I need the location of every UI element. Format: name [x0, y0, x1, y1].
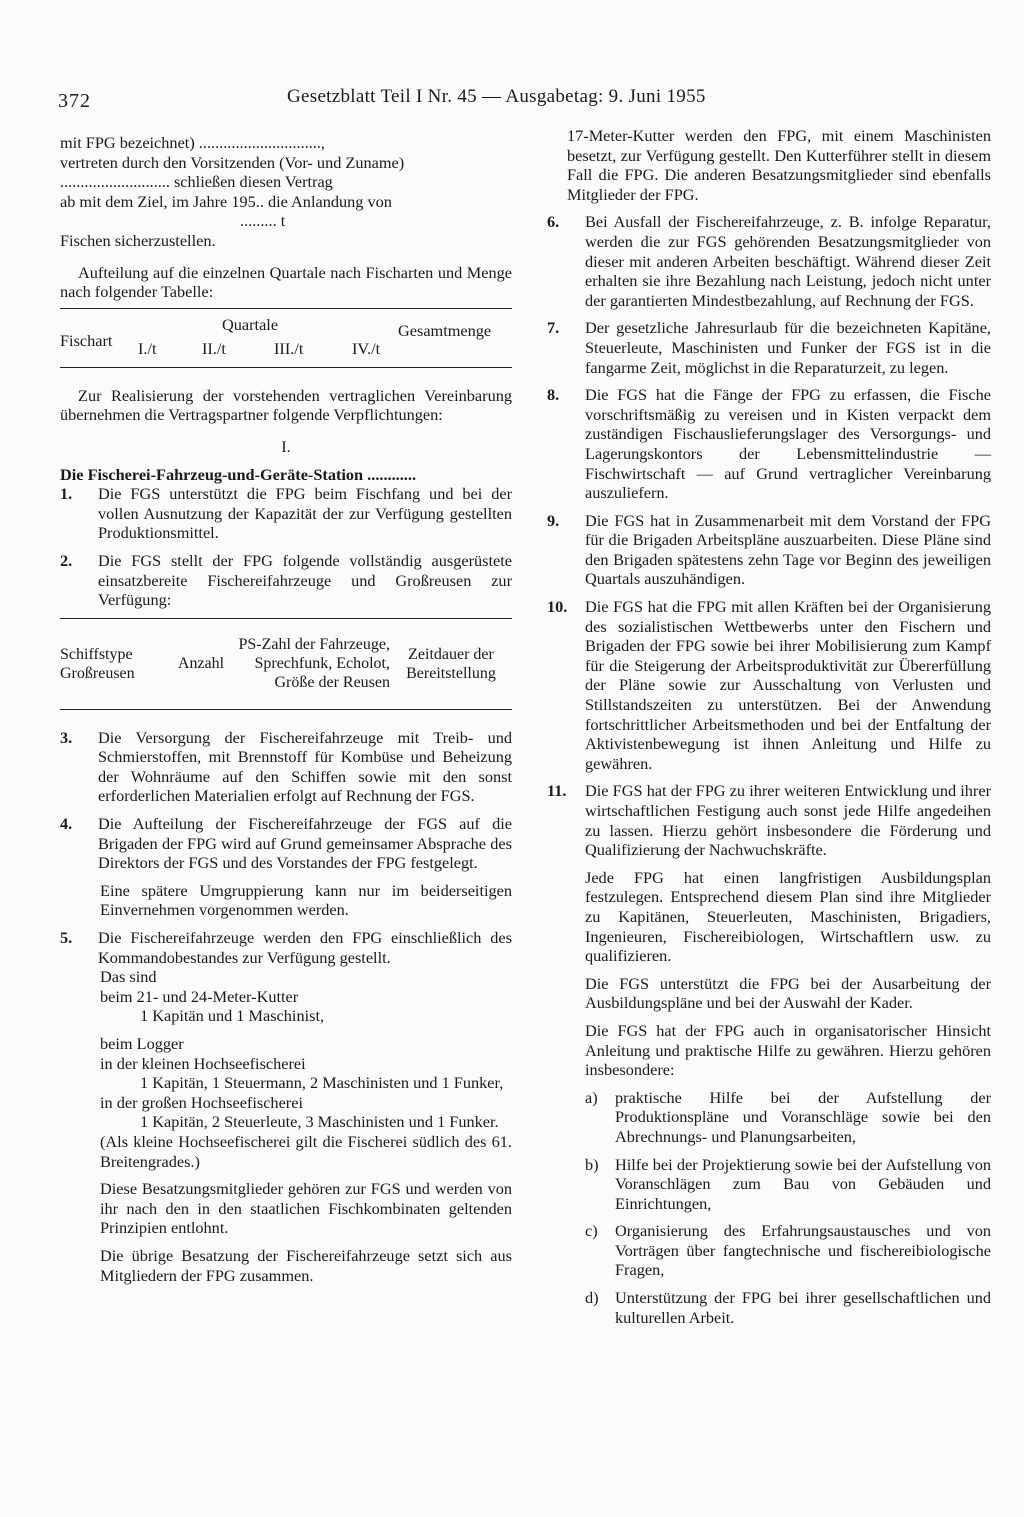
col-anzahl: Anzahl	[177, 655, 225, 673]
section-number: I.	[281, 436, 291, 456]
sub-item-letter: d)	[585, 1288, 599, 1308]
item-text: Die FGS hat in Zusammenarbeit mit dem Vorstand der FPG für die Brigaden Arbeitspläne auszuarbeiten. Diese Pläne sind den Brigaden spätestens zehn Tage vor Beginn des jeweiligen Quartals auszuhändigen.	[585, 510, 991, 589]
intro-line: Fischen sicherzustellen.	[60, 230, 216, 250]
col-q2: II./t	[202, 338, 226, 358]
list-item	[547, 318, 991, 377]
col-zeitdauer: Zeitdauer der Bereitstellung	[406, 645, 496, 682]
list-item	[60, 814, 512, 873]
intro-line: vertreten durch den Vorsitzenden (Vor- und Zuname)	[60, 152, 405, 172]
item-line: beim 21- und 24-Meter-Kutter	[100, 986, 299, 1006]
list-item	[547, 781, 991, 859]
sub-item-letter: c)	[585, 1221, 598, 1241]
intro-line: ........................... schließen diesen Vertrag	[60, 172, 333, 192]
col-ps-zahl: PS-Zahl der Fahrzeuge, Sprechfunk, Echolot, Größe der Reusen	[238, 636, 390, 692]
item-line: in der großen Hochseefischerei	[100, 1092, 303, 1112]
list-item	[547, 212, 991, 310]
item-number: 3.	[60, 727, 73, 747]
item-paragraph: Eine spätere Umgruppierung kann nur im beiderseitigen Einvernehmen vorgenommen werden.	[100, 880, 512, 920]
table-rule	[60, 618, 512, 619]
list-item	[60, 484, 512, 543]
item-text: Die FGS hat die FPG mit allen Kräften bei der Organisierung des sozialistischen Wettbewerbs unter den Fischern und Brigaden der FPG sowie bei ihrer Mobilisierung zum Kampf für die Steigerung der Arbeitsproduktivität zur Übererfüllung der Pläne sowie zur Ausschaltung von Verlusten und Stillstandszeiten zu unterstützen. Bei der Anwendung fortschrittlicher Arbeitsmethoden und bei der Entfaltung der Aktivistenbewegung ist ihnen Anleitung und Hilfe zu gewähren.	[585, 597, 991, 773]
list-item	[60, 728, 512, 806]
item-number: 8.	[547, 385, 560, 405]
intro-line: ......... t	[240, 211, 286, 231]
page-number: 372	[58, 90, 91, 112]
sub-list-item	[585, 1155, 991, 1214]
section-title: Die Fischerei-Fahrzeug-und-Geräte-Station ............	[60, 464, 417, 484]
list-item	[60, 551, 512, 610]
item-paragraph: Diese Besatzungsmitglieder gehören zur FGS und werden von ihr nach den in den staatlichen Fischkombinaten geltenden Prinzipien entlohnt.	[100, 1179, 512, 1238]
intro-line: mit FPG bezeichnet) ..............................,	[60, 133, 325, 152]
item-text: Die Fischereifahrzeuge werden den FPG einschließlich des Kommandobestandes zur Verfügung gestellt.	[98, 928, 512, 967]
item-line: in der kleinen Hochseefischerei	[100, 1053, 306, 1073]
item-line: 1 Kapitän und 1 Maschinist,	[140, 1006, 325, 1026]
item-note: (Als kleine Hochseefischerei gilt die Fischerei südlich des 61. Breitengrades.)	[100, 1131, 512, 1171]
item-line: 1 Kapitän, 2 Steuerleute, 3 Maschinisten und 1 Funker.	[140, 1112, 499, 1132]
sub-item-text: praktische Hilfe bei der Aufstellung der Produktionspläne und Voranschläge sowie bei den Abrechnungs- und Planungsarbeiten,	[615, 1087, 991, 1146]
item-line: Das sind	[100, 967, 157, 987]
table-rule	[60, 709, 512, 710]
item-number: 9.	[547, 510, 560, 530]
ausstattung-table-header	[60, 625, 512, 703]
item-number: 10.	[547, 597, 568, 617]
list-item	[547, 385, 991, 503]
item-number: 6.	[547, 212, 560, 232]
item-text: Die FGS hat die Fänge der FPG zu erfassen, die Fische vorschriftsmäßig zu vereisen und in Kisten verpackt dem zuständigen Fischauslieferungslager des Versorgungs- und Lagerungskontors der Lebensmittelindustrie — Fischwirtschaft — auf Grund vertraglicher Vereinbarung auszuliefern.	[585, 385, 991, 503]
list-item	[547, 511, 991, 589]
col-q4: IV./t	[352, 338, 381, 358]
item-number: 1.	[60, 484, 73, 504]
table-rule	[60, 367, 512, 368]
item-paragraph: Jede FPG hat einen langfristigen Ausbildungsplan festzulegen. Entsprechend diesem Plan sind ihre Mitglieder zu Kapitänen, Steuerleuten, Maschinisten, Brigadiers, Ingenieuren, Fischereibiologen, Wirtschaftlern usw. zu qualifizieren.	[585, 867, 991, 966]
item-text: Bei Ausfall der Fischereifahrzeuge, z. B. infolge Reparatur, werden die zur FGS gehörenden Besatzungsmitglieder von dieser mit anderen Arbeiten beschäftigt. Während dieser Zeit erhalten sie ihre Bezahlung nach Leistung, jedoch nicht unter der garantierten Mindestbezahlung, auf Rechnung der FGS.	[585, 212, 991, 310]
item-paragraph: Die FGS unterstützt die FPG bei der Ausarbeitung der Ausbildungspläne und bei der Auswahl der Kader.	[585, 973, 991, 1013]
col-q3: III./t	[274, 338, 304, 358]
list-item	[60, 928, 512, 967]
quartale-table-header	[60, 315, 512, 361]
item-line: 1 Kapitän, 1 Steuermann, 2 Maschinisten und 1 Funker,	[140, 1073, 504, 1093]
sub-item-letter: a)	[585, 1087, 598, 1107]
item-number: 7.	[547, 318, 560, 338]
aufteilung-paragraph: Aufteilung auf die einzelnen Quartale nach Fischarten und Menge nach folgender Tabelle:	[60, 262, 512, 302]
sub-list-item	[585, 1221, 991, 1280]
sub-item-letter: b)	[585, 1154, 599, 1174]
item-line: beim Logger	[100, 1034, 184, 1053]
left-column	[60, 133, 512, 1285]
col-gesamtmenge: Gesamtmenge	[398, 320, 492, 340]
item-text: Die FGS stellt der FPG folgende vollständig ausgerüstete einsatzbereite Fischereifahrzeuge und Großreusen zur Verfügung:	[98, 550, 512, 610]
col-fischart: Fischart	[60, 330, 113, 350]
sub-list-item	[585, 1088, 991, 1147]
item-text: Die Aufteilung der Fischereifahrzeuge der FGS auf die Brigaden der FPG wird auf Grund gemeinsamer Absprache des Direktors der FGS und des Vorstandes der FPG festgelegt.	[98, 814, 512, 873]
item-number: 5.	[60, 928, 73, 948]
intro-line: ab mit dem Ziel, im Jahre 195.. die Anlandung von	[60, 191, 392, 211]
sub-item-text: Unterstützung der FPG bei ihrer gesellschaftlichen und kulturellen Arbeit.	[615, 1288, 991, 1327]
col-schiffstype: Schiffstype Großreusen	[60, 645, 135, 682]
item-text: Der gesetzliche Jahresurlaub für die bezeichneten Kapitäne, Steuerleute, Maschinisten und Funker der FGS ist in die fangarme Zeit, möglichst in die Reparaturzeit, zu legen.	[585, 318, 991, 377]
col-q1: I./t	[138, 338, 157, 358]
item-paragraph: Die FGS hat der FPG auch in organisatorischer Hinsicht Anleitung und praktische Hilfe zu gewähren. Hierzu gehören insbesondere:	[585, 1020, 991, 1080]
list-item	[547, 597, 991, 773]
table-rule	[60, 308, 512, 309]
running-title: Gesetzblatt Teil I Nr. 45 — Ausgabetag: 9. Juni 1955	[287, 86, 706, 107]
item-number: 2.	[60, 550, 73, 570]
sub-list-item	[585, 1288, 991, 1327]
item-number: 11.	[547, 781, 567, 801]
item-number: 4.	[60, 814, 73, 834]
page-header	[0, 80, 1024, 110]
item-paragraph: Die übrige Besatzung der Fischereifahrzeuge setzt sich aus Mitgliedern der FPG zusammen.	[100, 1245, 512, 1285]
sub-item-text: Hilfe bei der Projektierung sowie bei der Aufstellung von Voranschlägen zum Bau von Gebäuden und Einrichtungen,	[615, 1154, 991, 1213]
item-text: Die FGS hat der FPG zu ihrer weiteren Entwicklung und ihrer wirtschaftlichen Festigung auch sonst jede Hilfe angedeihen zu lassen. Hierzu gehört insbesondere die Förderung und Qualifizierung der Nachwuchskräfte.	[585, 781, 991, 860]
item-text: Die FGS unterstützt die FPG beim Fischfang und bei der vollen Ausnutzung der Kapazität der zur Verfügung gestellten Produktionsmittel.	[98, 484, 512, 543]
sub-item-text: Organisierung des Erfahrungsaustausches und von Vorträgen über fangtechnische und fischereibiologische Fragen,	[615, 1221, 991, 1280]
continued-paragraph: 17-Meter-Kutter werden den FPG, mit einem Maschinisten besetzt, zur Verfügung gestellt. Den Kutterführer stellt in diesem Fall die FPG. Die anderen Besatzungsmitglieder sind ebenfalls Mitglieder der FPG.	[567, 126, 991, 204]
item-text: Die Versorgung der Fischereifahrzeuge mit Treib- und Schmierstoffen, mit Brennstoff für Kombüse und Beheizung der Wohnräume auf den Schiffen sowie mit den sonst erforderlichen Materialien erfolgt auf Rechnung der FGS.	[98, 727, 512, 806]
realisierung-paragraph: Zur Realisierung der vorstehenden vertraglichen Vereinbarung übernehmen die Vertragspartner folgende Verpflichtungen:	[60, 385, 512, 425]
right-column	[547, 126, 991, 1327]
col-quartale: Quartale	[222, 314, 279, 334]
